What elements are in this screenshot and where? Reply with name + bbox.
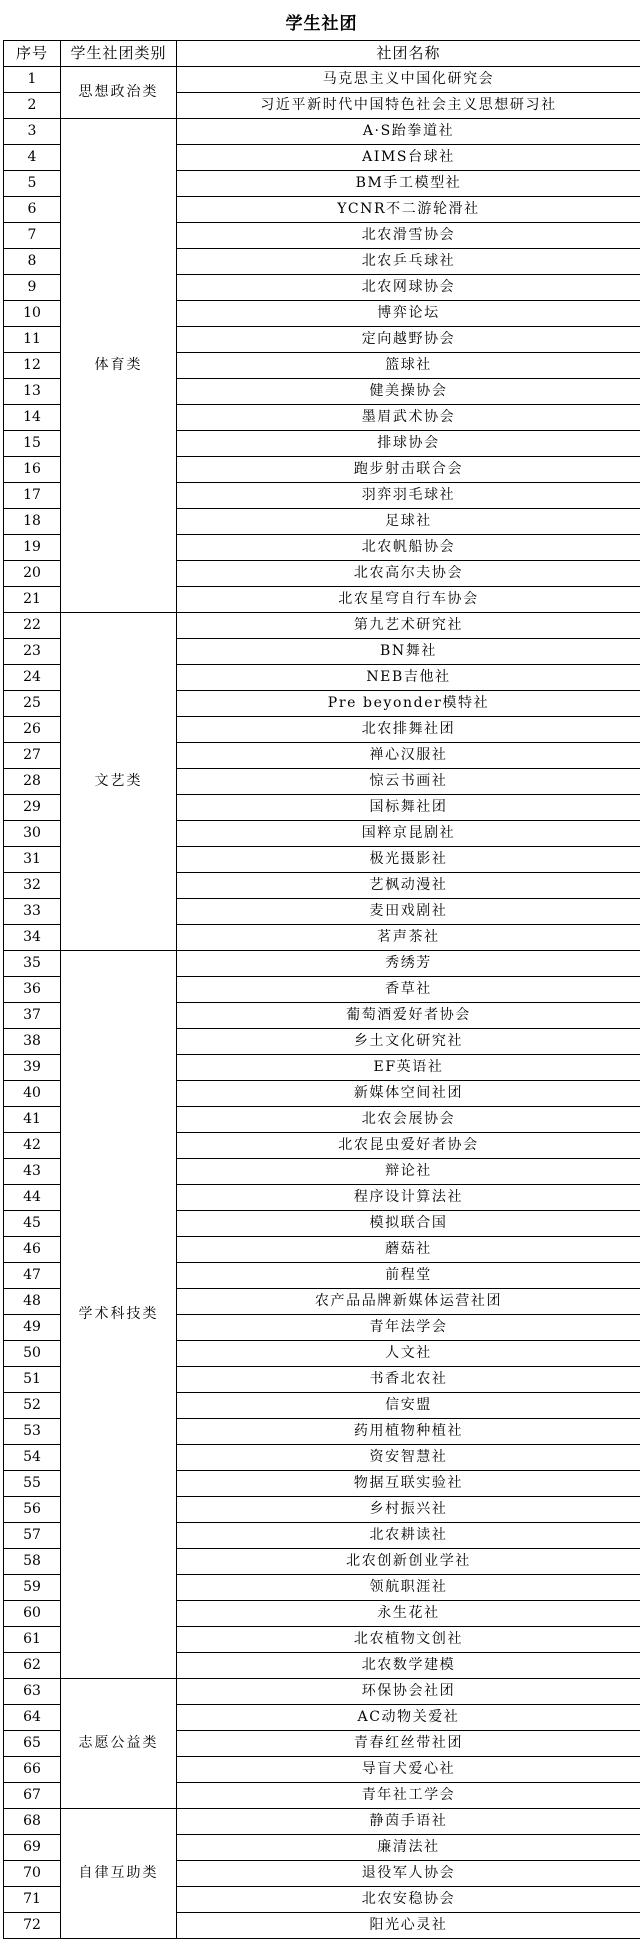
club-name-cell: 香草社 [177, 977, 640, 1003]
row-index: 11 [4, 327, 61, 353]
row-index: 16 [4, 457, 61, 483]
row-index: 21 [4, 587, 61, 613]
club-name-cell: 习近平新时代中国特色社会主义思想研习社 [177, 93, 640, 119]
header-index: 序号 [4, 41, 61, 67]
category-cell: 思想政治类 [61, 67, 177, 119]
row-index: 66 [4, 1757, 61, 1783]
row-index: 24 [4, 665, 61, 691]
club-name-cell: 墨眉武术协会 [177, 405, 640, 431]
header-club-name: 社团名称 [177, 41, 640, 67]
club-name-cell: A·S跆拳道社 [177, 119, 640, 145]
club-name-cell: 茗声茶社 [177, 925, 640, 951]
club-name-cell: 农产品品牌新媒体运营社团 [177, 1289, 640, 1315]
club-name-cell: 健美操协会 [177, 379, 640, 405]
table-row [4, 613, 640, 639]
row-index: 40 [4, 1081, 61, 1107]
row-index: 69 [4, 1835, 61, 1861]
row-index: 23 [4, 639, 61, 665]
club-name-cell: 人文社 [177, 1341, 640, 1367]
club-name-cell: 跑步射击联合会 [177, 457, 640, 483]
club-name-cell: 北农昆虫爱好者协会 [177, 1133, 640, 1159]
row-index: 50 [4, 1341, 61, 1367]
club-name-cell: 药用植物种植社 [177, 1419, 640, 1445]
club-name-cell: 北农植物文创社 [177, 1627, 640, 1653]
row-index: 59 [4, 1575, 61, 1601]
club-name-cell: 北农星穹自行车协会 [177, 587, 640, 613]
row-index: 6 [4, 197, 61, 223]
club-name-cell: AC动物关爱社 [177, 1705, 640, 1731]
row-index: 70 [4, 1861, 61, 1887]
header-row [4, 41, 640, 67]
sheet-title: 学生社团 [3, 2, 640, 40]
club-name-cell: 博弈论坛 [177, 301, 640, 327]
row-index: 10 [4, 301, 61, 327]
table-row [4, 67, 640, 93]
club-name-cell: AIMS台球社 [177, 145, 640, 171]
club-name-cell: 导盲犬爱心社 [177, 1757, 640, 1783]
club-name-cell: 北农滑雪协会 [177, 223, 640, 249]
row-index: 64 [4, 1705, 61, 1731]
category-cell: 体育类 [61, 119, 177, 613]
row-index: 47 [4, 1263, 61, 1289]
row-index: 48 [4, 1289, 61, 1315]
row-index: 20 [4, 561, 61, 587]
row-index: 32 [4, 873, 61, 899]
club-name-cell: 艺枫动漫社 [177, 873, 640, 899]
club-name-cell: 篮球社 [177, 353, 640, 379]
club-name-cell: 前程堂 [177, 1263, 640, 1289]
category-cell: 自律互助类 [61, 1809, 177, 1939]
club-name-cell: 阳光心灵社 [177, 1913, 640, 1939]
row-index: 37 [4, 1003, 61, 1029]
club-name-cell: 定向越野协会 [177, 327, 640, 353]
club-name-cell: 禅心汉服社 [177, 743, 640, 769]
row-index: 65 [4, 1731, 61, 1757]
club-name-cell: YCNR不二游轮滑社 [177, 197, 640, 223]
category-cell: 文艺类 [61, 613, 177, 951]
club-name-cell: 北农乒乓球社 [177, 249, 640, 275]
club-name-cell: 物据互联实验社 [177, 1471, 640, 1497]
club-name-cell: Pre beyonder模特社 [177, 691, 640, 717]
row-index: 61 [4, 1627, 61, 1653]
row-index: 56 [4, 1497, 61, 1523]
table-row [4, 1809, 640, 1835]
row-index: 5 [4, 171, 61, 197]
club-name-cell: 退役军人协会 [177, 1861, 640, 1887]
club-name-cell: 蘑菇社 [177, 1237, 640, 1263]
row-index: 29 [4, 795, 61, 821]
club-name-cell: 青年法学会 [177, 1315, 640, 1341]
row-index: 72 [4, 1913, 61, 1939]
row-index: 38 [4, 1029, 61, 1055]
row-index: 55 [4, 1471, 61, 1497]
table-row [4, 119, 640, 145]
club-name-cell: 廉清法社 [177, 1835, 640, 1861]
club-name-cell: 资安智慧社 [177, 1445, 640, 1471]
category-cell: 志愿公益类 [61, 1679, 177, 1809]
club-name-cell: 葡萄酒爱好者协会 [177, 1003, 640, 1029]
club-name-cell: EF英语社 [177, 1055, 640, 1081]
row-index: 39 [4, 1055, 61, 1081]
club-name-cell: 北农数学建模 [177, 1653, 640, 1679]
club-name-cell: BN舞社 [177, 639, 640, 665]
row-index: 45 [4, 1211, 61, 1237]
row-index: 41 [4, 1107, 61, 1133]
club-name-cell: 羽弈羽毛球社 [177, 483, 640, 509]
table-row [4, 951, 640, 977]
club-name-cell: 秀绣芳 [177, 951, 640, 977]
club-name-cell: 书香北农社 [177, 1367, 640, 1393]
row-index: 49 [4, 1315, 61, 1341]
club-name-cell: 北农创新创业学社 [177, 1549, 640, 1575]
row-index: 28 [4, 769, 61, 795]
row-index: 33 [4, 899, 61, 925]
club-name-cell: 惊云书画社 [177, 769, 640, 795]
row-index: 58 [4, 1549, 61, 1575]
row-index: 22 [4, 613, 61, 639]
row-index: 18 [4, 509, 61, 535]
club-name-cell: 辩论社 [177, 1159, 640, 1185]
header-category: 学生社团类别 [61, 41, 177, 67]
row-index: 54 [4, 1445, 61, 1471]
club-name-cell: BM手工模型社 [177, 171, 640, 197]
row-index: 62 [4, 1653, 61, 1679]
row-index: 60 [4, 1601, 61, 1627]
club-name-cell: 青年社工学会 [177, 1783, 640, 1809]
row-index: 1 [4, 67, 61, 93]
row-index: 26 [4, 717, 61, 743]
club-name-cell: 排球协会 [177, 431, 640, 457]
club-name-cell: 北农网球协会 [177, 275, 640, 301]
club-name-cell: 北农排舞社团 [177, 717, 640, 743]
row-index: 7 [4, 223, 61, 249]
club-name-cell: 乡土文化研究社 [177, 1029, 640, 1055]
club-name-cell: 国标舞社团 [177, 795, 640, 821]
row-index: 13 [4, 379, 61, 405]
row-index: 9 [4, 275, 61, 301]
table-row [4, 1679, 640, 1705]
club-name-cell: 静茵手语社 [177, 1809, 640, 1835]
row-index: 4 [4, 145, 61, 171]
club-name-cell: 北农耕读社 [177, 1523, 640, 1549]
row-index: 43 [4, 1159, 61, 1185]
row-index: 36 [4, 977, 61, 1003]
row-index: 52 [4, 1393, 61, 1419]
spreadsheet [3, 2, 640, 1939]
row-index: 68 [4, 1809, 61, 1835]
row-index: 27 [4, 743, 61, 769]
club-name-cell: 领航职涯社 [177, 1575, 640, 1601]
club-name-cell: 足球社 [177, 509, 640, 535]
row-index: 30 [4, 821, 61, 847]
club-name-cell: 青春红丝带社团 [177, 1731, 640, 1757]
club-name-cell: 马克思主义中国化研究会 [177, 67, 640, 93]
row-index: 17 [4, 483, 61, 509]
club-name-cell: 国粹京昆剧社 [177, 821, 640, 847]
row-index: 53 [4, 1419, 61, 1445]
row-index: 19 [4, 535, 61, 561]
row-index: 46 [4, 1237, 61, 1263]
row-index: 15 [4, 431, 61, 457]
row-index: 31 [4, 847, 61, 873]
row-index: 71 [4, 1887, 61, 1913]
club-table [3, 40, 640, 1939]
club-name-cell: 第九艺术研究社 [177, 613, 640, 639]
row-index: 25 [4, 691, 61, 717]
club-name-cell: 环保协会社团 [177, 1679, 640, 1705]
category-cell: 学术科技类 [61, 951, 177, 1679]
table-body [4, 67, 640, 1939]
row-index: 42 [4, 1133, 61, 1159]
row-index: 12 [4, 353, 61, 379]
club-name-cell: 北农安稳协会 [177, 1887, 640, 1913]
club-name-cell: 新媒体空间社团 [177, 1081, 640, 1107]
club-name-cell: 极光摄影社 [177, 847, 640, 873]
club-name-cell: 北农会展协会 [177, 1107, 640, 1133]
club-name-cell: 程序设计算法社 [177, 1185, 640, 1211]
row-index: 3 [4, 119, 61, 145]
club-name-cell: NEB吉他社 [177, 665, 640, 691]
club-name-cell: 信安盟 [177, 1393, 640, 1419]
club-name-cell: 北农高尔夫协会 [177, 561, 640, 587]
row-index: 57 [4, 1523, 61, 1549]
row-index: 44 [4, 1185, 61, 1211]
row-index: 8 [4, 249, 61, 275]
club-name-cell: 永生花社 [177, 1601, 640, 1627]
row-index: 14 [4, 405, 61, 431]
row-index: 63 [4, 1679, 61, 1705]
row-index: 67 [4, 1783, 61, 1809]
club-name-cell: 麦田戏剧社 [177, 899, 640, 925]
row-index: 34 [4, 925, 61, 951]
club-name-cell: 乡村振兴社 [177, 1497, 640, 1523]
row-index: 51 [4, 1367, 61, 1393]
row-index: 35 [4, 951, 61, 977]
club-name-cell: 北农帆船协会 [177, 535, 640, 561]
row-index: 2 [4, 93, 61, 119]
club-name-cell: 模拟联合国 [177, 1211, 640, 1237]
